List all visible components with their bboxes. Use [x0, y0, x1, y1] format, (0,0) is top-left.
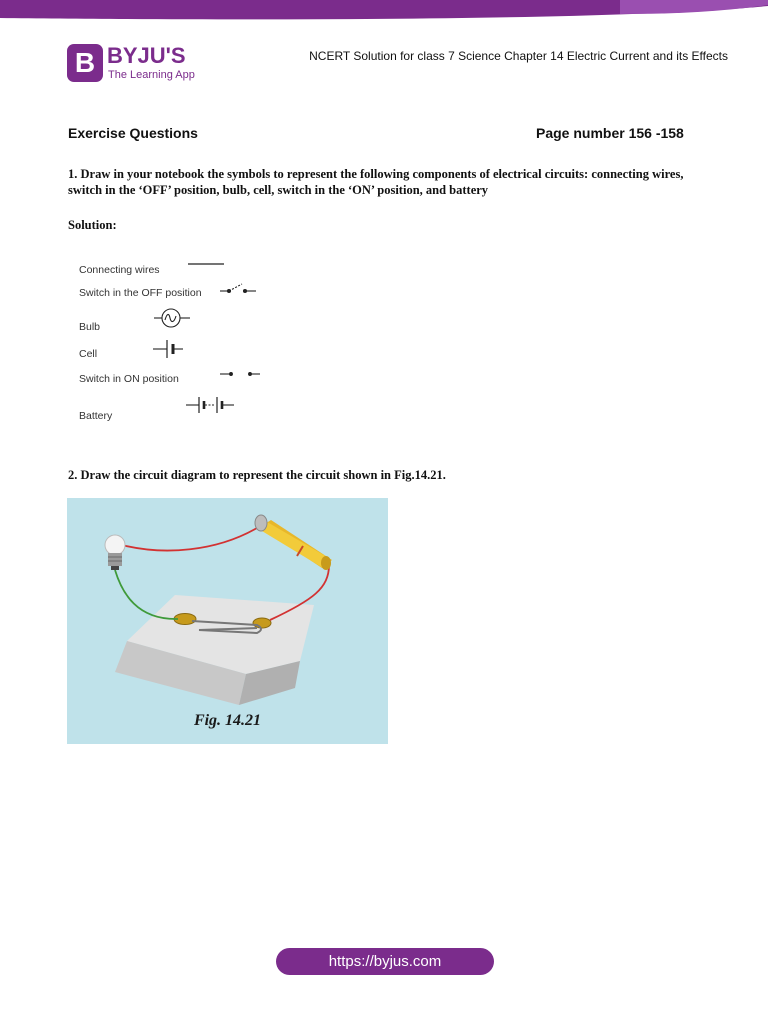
symbol-label-bulb: Bulb [79, 321, 101, 333]
question-1: 1. Draw in your notebook the symbols to represent the following components of electrical circuits: connecting wires, switch in the ‘OFF’ position, bulb, cell, switch in the ‘ON’ position, and battery [68, 167, 684, 197]
battery-symbol-icon [186, 397, 234, 413]
figure-caption: Fig. 14.21 [193, 712, 262, 729]
switch-off-symbol-icon [220, 284, 256, 293]
bulb-illustration [105, 535, 125, 570]
symbol-label-battery: Battery [79, 410, 113, 422]
circuit-illustration [67, 498, 388, 744]
circuit-symbols [0, 0, 768, 440]
red-wire-bulb-to-cell [122, 525, 262, 550]
solution-label: Solution: [68, 218, 117, 232]
symbol-label-switch-off: Switch in the OFF position [79, 287, 202, 299]
drawing-pin-right [253, 618, 271, 628]
section-title: Exercise Questions [68, 125, 198, 141]
bulb-symbol-icon [154, 309, 190, 327]
page-number: Page number 156 -158 [536, 125, 684, 141]
cell-illustration [255, 515, 332, 570]
document-title: NCERT Solution for class 7 Science Chapter 14 Electric Current and its Effects [309, 49, 728, 63]
cell-symbol-icon [153, 340, 183, 358]
figure-14-21 [67, 498, 388, 744]
logo-letter: B [74, 47, 96, 78]
symbol-label-wires: Connecting wires [79, 264, 160, 276]
question-2: 2. Draw the circuit diagram to represent the circuit shown in Fig.14.21. [68, 468, 446, 482]
symbol-label-switch-on: Switch in ON position [79, 373, 179, 385]
symbol-label-cell: Cell [79, 348, 98, 360]
logo-name: BYJU'S [107, 43, 186, 68]
logo-tagline: The Learning App [108, 69, 195, 81]
switch-on-symbol-icon [220, 373, 260, 376]
footer-url-link[interactable]: https://byjus.com [276, 948, 494, 975]
